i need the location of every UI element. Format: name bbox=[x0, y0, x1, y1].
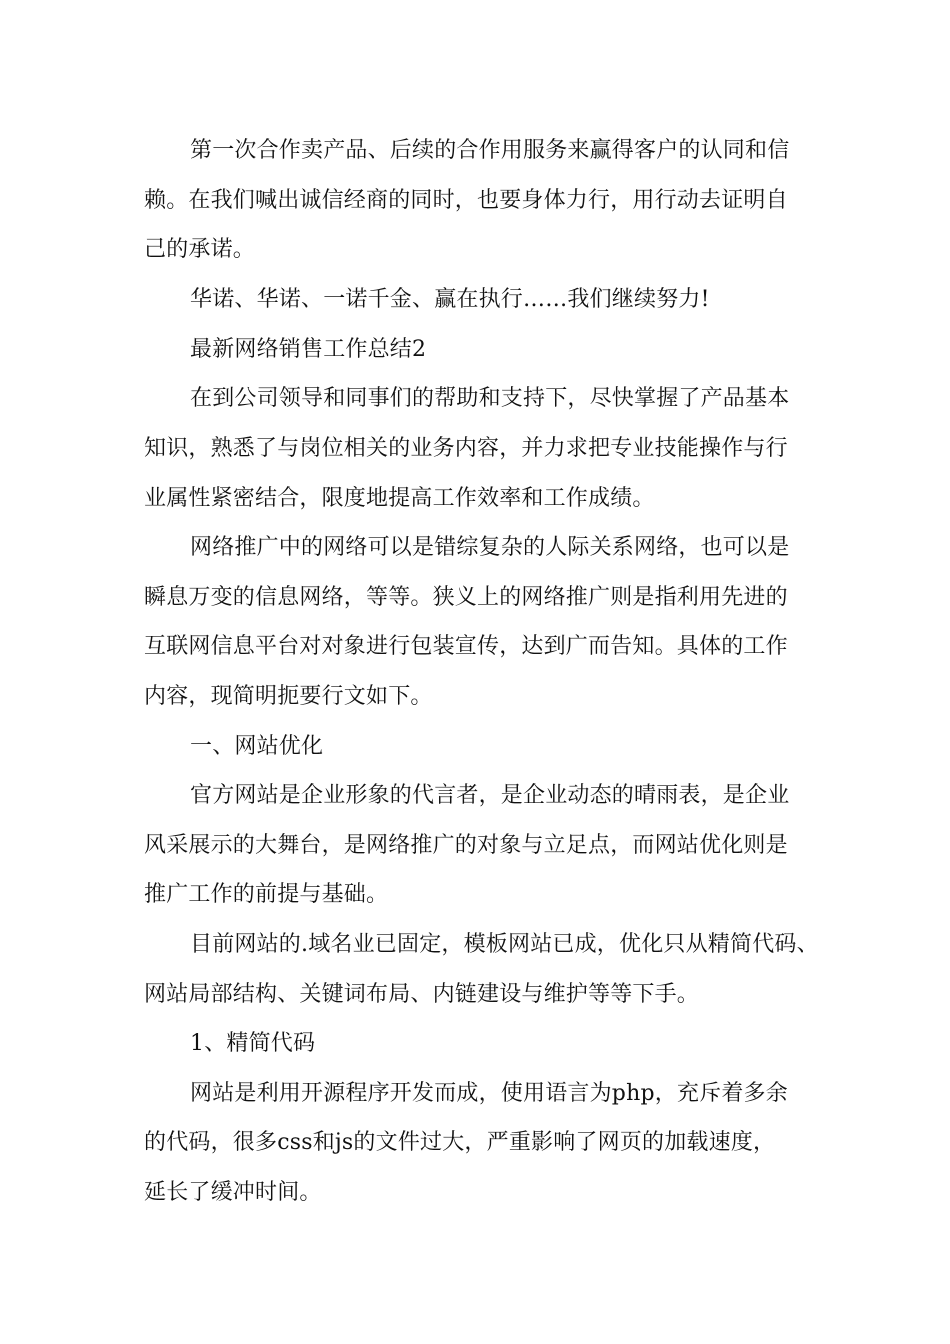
text-line: 推广工作的前提与基础。 bbox=[144, 882, 389, 907]
text-line: 官方网站是企业形象的代言者，是企业动态的晴雨表，是企业 bbox=[190, 783, 790, 808]
text-line: 延长了缓冲时间。 bbox=[144, 1180, 322, 1205]
text-line: 风采展示的大舞台，是网络推广的对象与立足点，而网站优化则是 bbox=[144, 833, 788, 858]
text-line: 内容，现简明扼要行文如下。 bbox=[144, 684, 433, 709]
text-line: 第一次合作卖产品、后续的合作用服务来赢得客户的认同和信 bbox=[190, 138, 790, 163]
text-line: 业属性紧密结合，限度地提高工作效率和工作成绩。 bbox=[144, 486, 655, 511]
text-line: 知识，熟悉了与岗位相关的业务内容，并力求把专业技能操作与行 bbox=[144, 436, 788, 461]
text-line: 瞬息万变的信息网络，等等。狭义上的网络推广则是指利用先进的 bbox=[144, 585, 788, 610]
text-line: 网站局部结构、关键词布局、内链建设与维护等等下手。 bbox=[144, 982, 700, 1007]
text-line: 互联网信息平台对对象进行包装宣传，达到广而告知。具体的工作 bbox=[144, 634, 788, 659]
text-line: 的代码，很多css和js的文件过大，严重影响了网页的加载速度， bbox=[144, 1130, 776, 1155]
section-heading: 最新网络销售工作总结2 bbox=[190, 337, 427, 362]
text-line: 在到公司领导和同事们的帮助和支持下，尽快掌握了产品基本 bbox=[190, 386, 790, 411]
section-heading: 1、精简代码 bbox=[190, 1031, 316, 1056]
text-line: 目前网站的.域名业已固定，模板网站已成，优化只从精简代码、 bbox=[190, 932, 819, 957]
text-line: 华诺、华诺、一诺千金、赢在执行……我们继续努力! bbox=[190, 287, 710, 312]
section-heading: 一、网站优化 bbox=[190, 734, 324, 759]
text-line: 网络推广中的网络可以是错综复杂的人际关系网络，也可以是 bbox=[190, 535, 790, 560]
text-line: 网站是利用开源程序开发而成，使用语言为php，充斥着多余 bbox=[190, 1081, 788, 1106]
text-line: 赖。在我们喊出诚信经商的同时，也要身体力行，用行动去证明自 bbox=[144, 188, 788, 213]
text-line: 己的承诺。 bbox=[144, 237, 256, 262]
